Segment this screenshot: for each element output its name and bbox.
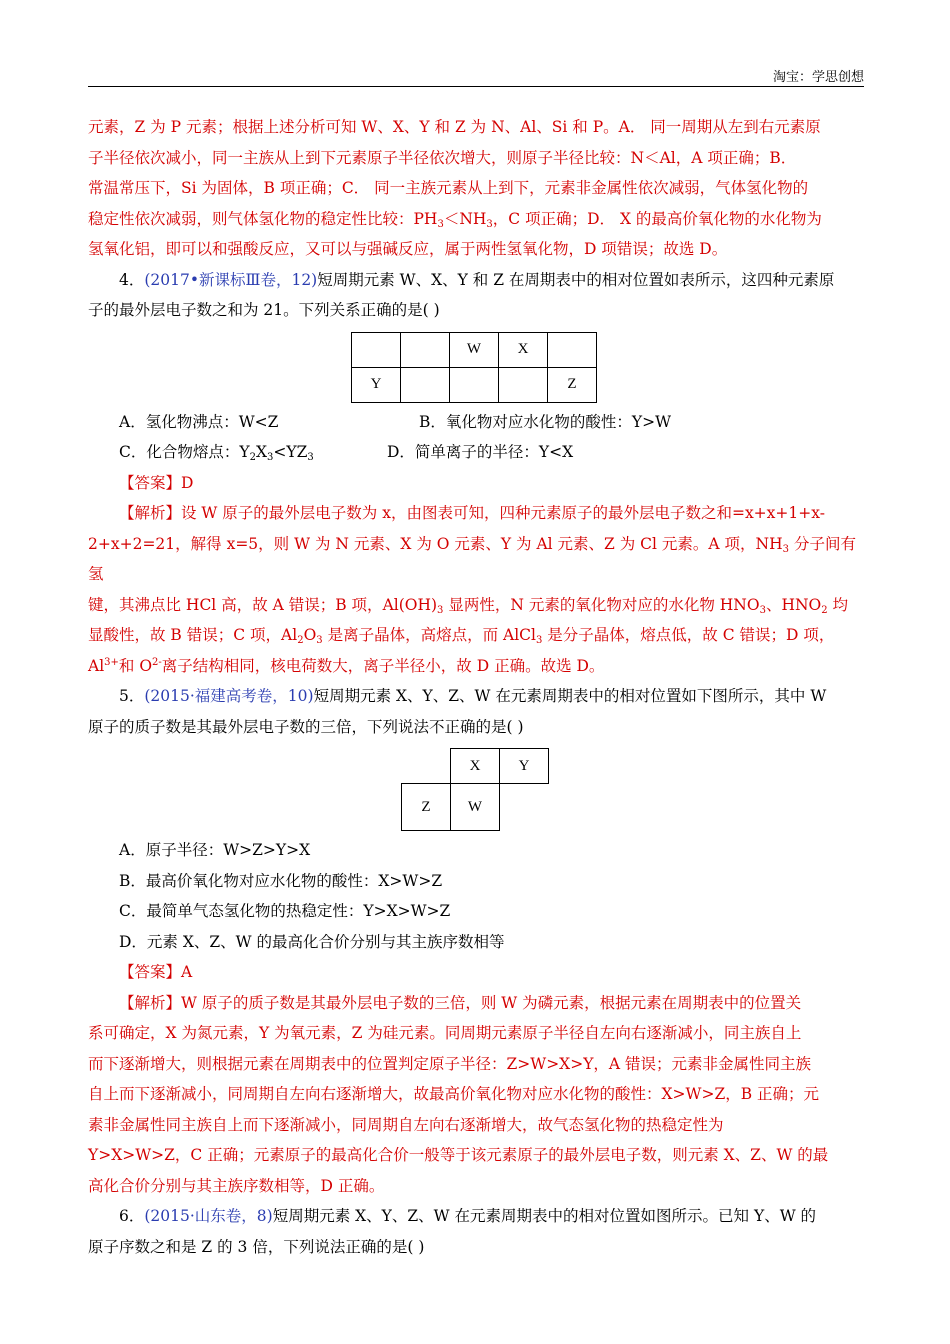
table-cell: W	[451, 784, 500, 831]
explanation	[88, 988, 864, 1202]
table-cell	[499, 367, 548, 402]
text-line: 常温常压下，Si 为固体，B 项正确；C． 同一主族元素从上到下，元素非金属性依次减弱，气体氢化物的	[88, 179, 809, 197]
table-cell: Z	[402, 784, 451, 831]
table-cell	[352, 332, 401, 367]
table-cell	[450, 367, 499, 402]
text-line: $Al^{3+}$和 $O^{2-}$离子结构相同，核电荷数大，离子半径小，故 D 正确。故选 D。	[88, 656, 605, 675]
question-source: (2015·福建高考卷，10)	[144, 687, 314, 705]
table-cell: Y	[352, 367, 401, 402]
page-header	[88, 58, 864, 87]
table-cell: X	[499, 332, 548, 367]
question-stem: 5．(2015·福建高考卷，10)短周期元素 X、Y、Z、W 在元素周期表中的相对位置如下图所示，其中 W	[119, 687, 827, 705]
text-line: 显酸性，故 B 错误；C 项，$Al_2O_3$ 是离子晶体，高熔点，而 AlCl$_3$ 是分子晶体，熔点低，故 C 错误；D 项，	[88, 626, 835, 646]
question-stem-line: 原子的质子数是其最外层电子数的三倍，下列说法不正确的是( )	[88, 717, 524, 736]
text-line: 子半径依次减小，同一主族从上到下元素原子半径依次增大，则原子半径比较：N＜Al，A 项正确；B．	[88, 148, 797, 167]
question-6	[88, 1201, 864, 1262]
answer: 【答案】A	[119, 963, 193, 981]
question-source: (2015·山东卷，8)	[144, 1207, 273, 1225]
table-cell: Z	[548, 367, 597, 402]
option-a: A．原子半径：W>Z>Y>X	[119, 841, 311, 859]
table-cell	[401, 332, 450, 367]
text-line: 2+x+2=21，解得 x=5，则 W 为 N 元素、X 为 O 元素、Y 为 Al 元素、Z 为 Cl 元素。A 项，$NH_3$ 分子间有氢	[88, 534, 856, 583]
option-b: B．最高价氧化物对应水化物的酸性：X>W>Z	[119, 871, 443, 890]
header-brand: 淘宝：学思创想	[772, 70, 864, 85]
options-row	[88, 437, 864, 468]
table-cell: Y	[500, 749, 549, 784]
table-cell	[401, 367, 450, 402]
table-cell	[548, 332, 597, 367]
option-c: C．最简单气态氢化物的热稳定性：Y>X>W>Z	[119, 902, 451, 920]
table-cell	[402, 749, 451, 784]
question-5	[88, 681, 864, 1201]
option-d: D．元素 X、Z、W 的最高化合价分别与其主族序数相等	[119, 932, 505, 951]
periodic-table-fragment	[401, 748, 549, 831]
option-c: C．化合物熔点：$Y_2X_3<YZ_3$	[119, 443, 314, 463]
continued-explanation	[88, 112, 864, 265]
table-cell: W	[450, 332, 499, 367]
table-cell: X	[451, 749, 500, 784]
explanation	[88, 498, 864, 681]
question-4	[88, 265, 864, 682]
question-stem: 4．(2017•新课标Ⅲ卷，12)短周期元素 W、X、Y 和 Z 在周期表中的相对位置如表所示，这四种元素原	[119, 270, 835, 289]
document-body	[88, 112, 864, 1262]
text-line: 高化合价分别与其主族序数相等，D 正确。	[88, 1176, 385, 1195]
text-line: 氢氧化铝，即可以和强酸反应，又可以与强碱反应，属于两性氢氧化物，D 项错误；故选 D。	[88, 240, 728, 258]
text-line: 而下逐渐增大，则根据元素在周期表中的位置判定原子半径：Z>W>X>Y，A 错误；元素非金属性同主族	[88, 1054, 812, 1073]
text-line: 自上而下逐渐减小，同周期自左向右逐渐增大，故最高价氧化物对应水化物的酸性：X>W>Z，B 正确；元	[88, 1085, 820, 1103]
text-line: 系可确定，X 为氮元素，Y 为氧元素，Z 为硅元素。同周期元素原子半径自左向右逐渐减小，同主族自上	[88, 1024, 802, 1042]
question-stem: 6．(2015·山东卷，8)短周期元素 X、Y、Z、W 在元素周期表中的相对位置如图所示。已知 Y、W 的	[119, 1207, 817, 1225]
table-cell	[500, 784, 549, 831]
option-b: B．氧化物对应水化物的酸性：Y>W	[419, 412, 672, 431]
text-line: 【解析】设 W 原子的最外层电子数为 x，由图表可知，四种元素原子的最外层电子数之和=x+x+1+x-	[119, 504, 825, 522]
periodic-table-fragment	[351, 332, 597, 403]
text-line: 素非金属性同主族自上而下逐渐减小，同周期自左向右逐渐增大，故气态氢化物的热稳定性为	[88, 1115, 724, 1134]
question-stem-line: 原子序数之和是 Z 的 3 倍，下列说法正确的是( )	[88, 1237, 425, 1256]
text-line: 【解析】W 原子的质子数是其最外层电子数的三倍，则 W 为磷元素，根据元素在周期表中的位置关	[119, 993, 802, 1012]
question-stem-line: 子的最外层电子数之和为 21。下列关系正确的是( )	[88, 301, 440, 319]
text-line: 稳定性依次减弱，则气体氢化物的稳定性比较：$PH_3<NH_3$，C 项正确；D． X 的最高价氧化物的水化物为	[88, 209, 822, 230]
option-d: D．简单离子的半径：Y<X	[387, 443, 574, 461]
text-line: 元素，Z 为 P 元素；根据上述分析可知 W、X、Y 和 Z 为 N、Al、Si 和 P。A． 同一周期从左到右元素原	[88, 118, 821, 136]
option-a: A．氢化物沸点：W<Z	[119, 412, 279, 431]
options-row	[88, 407, 864, 438]
text-line: Y>X>W>Z，C 正确；元素原子的最高化合价一般等于该元素原子的最外层电子数，则元素 X、Z、W 的最	[88, 1146, 829, 1164]
answer: 【答案】D	[119, 473, 194, 492]
question-source: (2017•新课标Ⅲ卷，12)	[144, 270, 318, 289]
text-line: 键，其沸点比 HCl 高，故 A 错误；B 项，$Al(OH)_3$ 显两性，N 元素的氧化物对应的水化物 $HNO_3$、$HNO_2$ 均	[88, 595, 849, 616]
